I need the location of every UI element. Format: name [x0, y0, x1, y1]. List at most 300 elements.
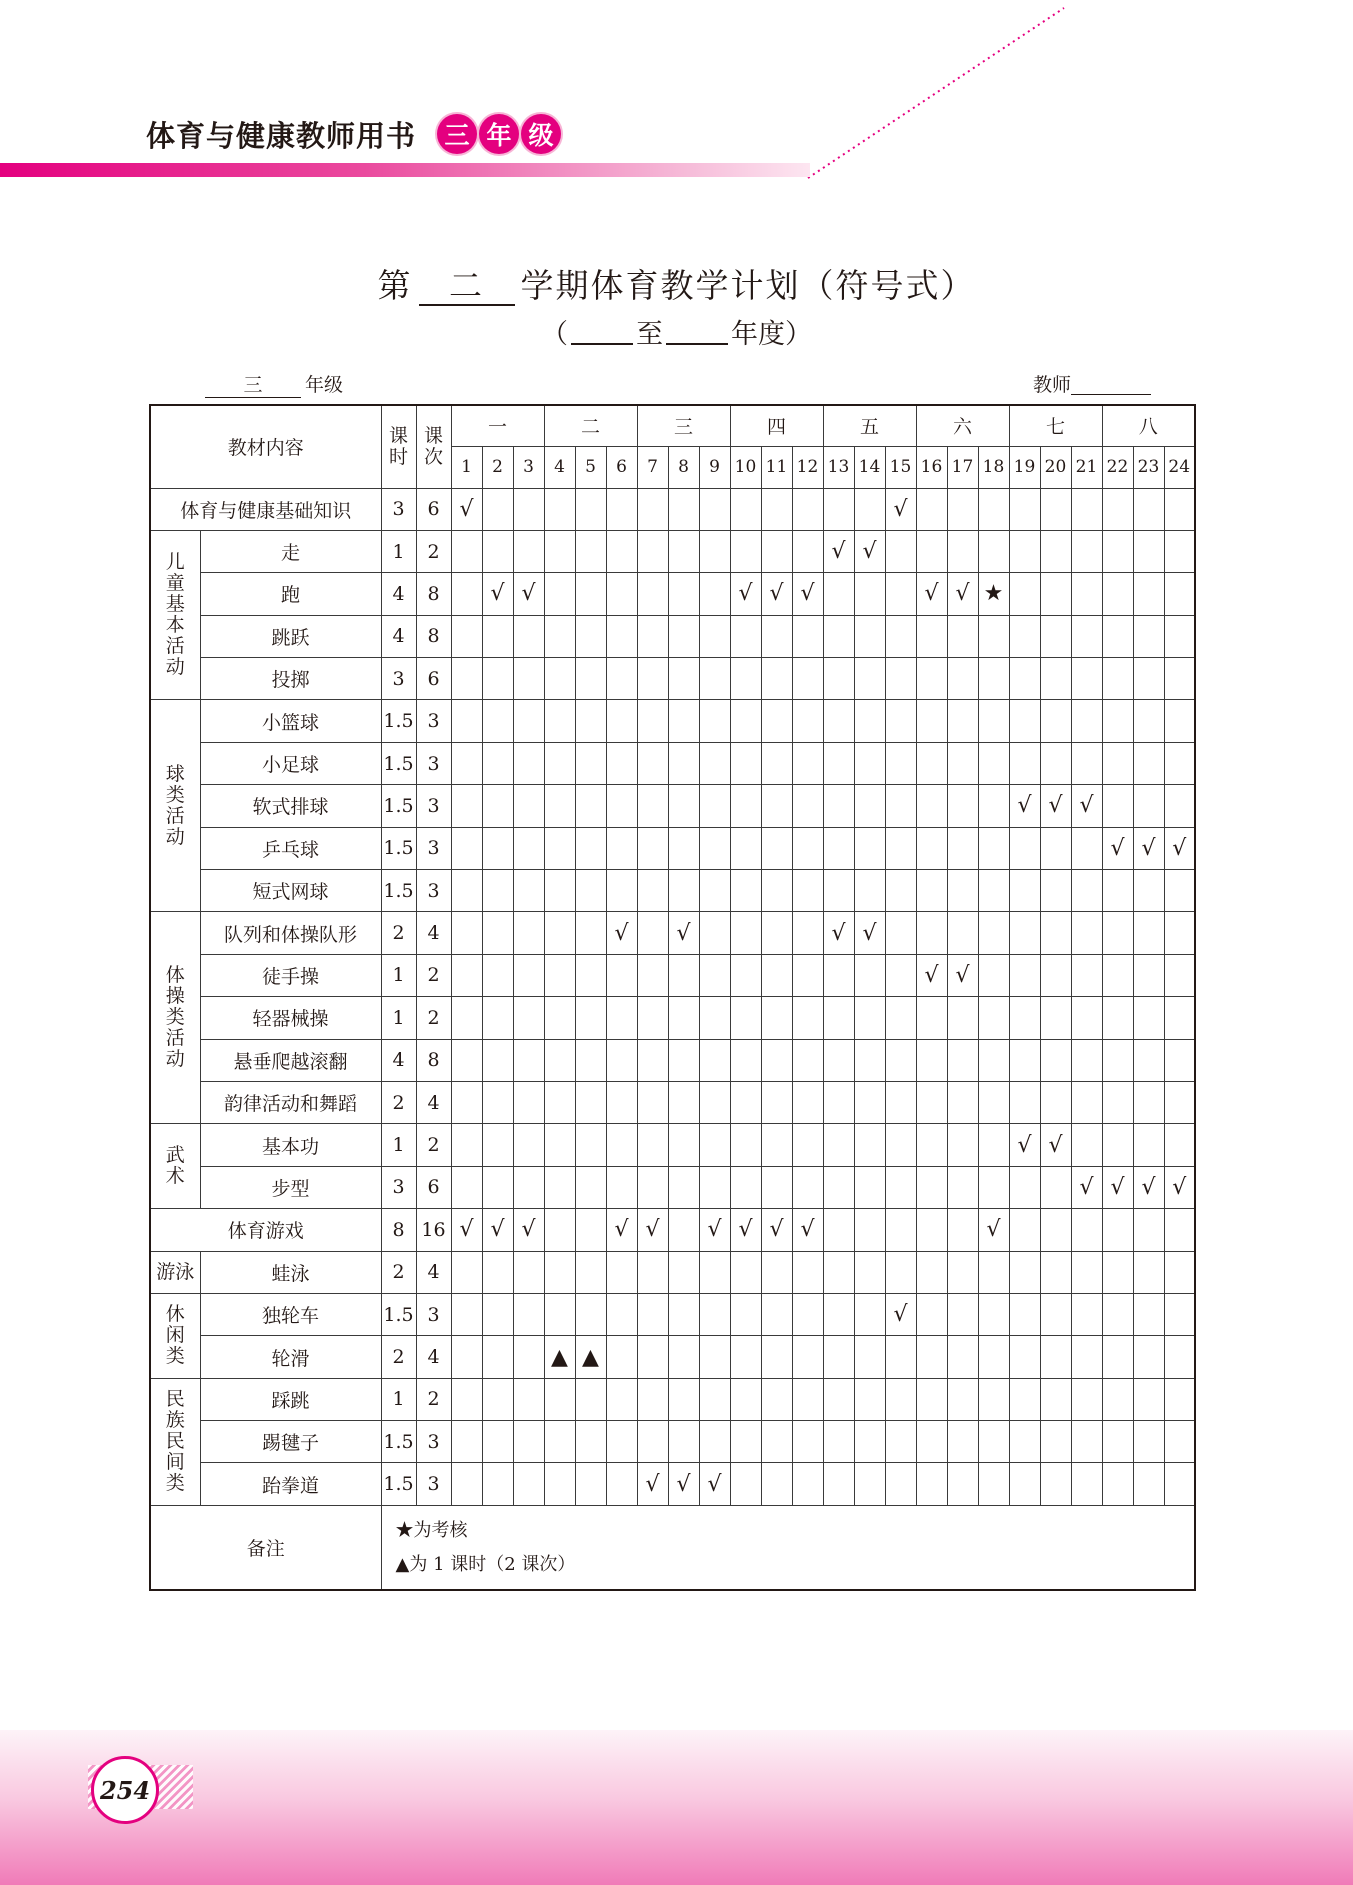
schedule-cell	[1009, 530, 1040, 572]
category-label	[150, 912, 200, 1124]
hours-value: 1	[381, 954, 416, 996]
schedule-cell	[637, 1251, 668, 1293]
schedule-cell	[854, 1166, 885, 1208]
category-char: 球	[165, 762, 185, 785]
lesson-count-value: 3	[416, 827, 451, 869]
schedule-cell	[916, 1293, 947, 1335]
category-char: 动	[165, 825, 185, 848]
schedule-cell	[668, 742, 699, 784]
schedule-cell	[854, 1421, 885, 1463]
header-row-weeks	[150, 405, 1195, 446]
schedule-cell	[730, 700, 761, 742]
schedule-cell: √	[1071, 785, 1102, 827]
schedule-cell: √	[792, 1209, 823, 1251]
schedule-cell	[1040, 997, 1071, 1039]
hours-value: 2	[381, 1081, 416, 1123]
schedule-cell	[761, 1081, 792, 1123]
schedule-cell	[916, 1039, 947, 1081]
schedule-cell	[637, 1081, 668, 1123]
schedule-cell	[1102, 1421, 1133, 1463]
schedule-cell	[1102, 1336, 1133, 1378]
schedule-cell	[916, 1209, 947, 1251]
schedule-cell	[823, 1166, 854, 1208]
schedule-cell	[451, 1421, 482, 1463]
schedule-cell: √	[947, 573, 978, 615]
schedule-cell	[823, 1293, 854, 1335]
hours-value: 1.5	[381, 700, 416, 742]
schedule-cell	[947, 827, 978, 869]
content-name: 轻器械操	[200, 997, 381, 1039]
schedule-cell	[699, 658, 730, 700]
category-char: 本	[165, 614, 185, 637]
category-char: 休	[165, 1303, 185, 1326]
schedule-cell	[885, 785, 916, 827]
schedule-cell	[761, 1336, 792, 1378]
hours-value: 1.5	[381, 827, 416, 869]
header-lesson-number: 2	[482, 446, 513, 488]
schedule-cell	[1009, 1463, 1040, 1505]
table-row	[150, 1251, 1195, 1293]
schedule-cell	[451, 615, 482, 657]
schedule-cell: √	[1133, 1166, 1164, 1208]
remarks-content	[381, 1505, 1195, 1590]
schedule-cell	[637, 1421, 668, 1463]
schedule-cell: √	[482, 1209, 513, 1251]
schedule-cell	[1071, 700, 1102, 742]
schedule-cell: √	[730, 573, 761, 615]
schedule-cell	[699, 997, 730, 1039]
schedule-cell	[575, 1293, 606, 1335]
schedule-cell	[1071, 870, 1102, 912]
schedule-cell	[978, 785, 1009, 827]
schedule-cell	[916, 997, 947, 1039]
schedule-cell	[451, 742, 482, 784]
schedule-cell	[668, 1209, 699, 1251]
schedule-cell	[1071, 1081, 1102, 1123]
schedule-cell	[699, 1124, 730, 1166]
schedule-cell	[451, 1124, 482, 1166]
lesson-count-value: 8	[416, 615, 451, 657]
schedule-cell	[482, 488, 513, 530]
header-lesson-number: 19	[1009, 446, 1040, 488]
schedule-cell	[575, 827, 606, 869]
schedule-cell	[513, 785, 544, 827]
schedule-cell	[885, 1251, 916, 1293]
schedule-cell	[482, 1081, 513, 1123]
table-row	[150, 615, 1195, 657]
schedule-cell	[699, 615, 730, 657]
grade-label: 年级	[305, 374, 344, 396]
schedule-cell	[1071, 1336, 1102, 1378]
title-prefix: 第	[377, 266, 413, 305]
schedule-cell	[1164, 742, 1195, 784]
schedule-cell: ★	[978, 573, 1009, 615]
schedule-cell	[575, 1421, 606, 1463]
header-lesson-number: 24	[1164, 446, 1195, 488]
page-number: 254	[91, 1756, 159, 1824]
schedule-cell	[792, 1336, 823, 1378]
schedule-cell	[606, 742, 637, 784]
schedule-cell	[1133, 573, 1164, 615]
schedule-cell	[1009, 488, 1040, 530]
schedule-cell	[1102, 742, 1133, 784]
schedule-cell	[513, 1378, 544, 1420]
remarks-label: 备注	[150, 1505, 381, 1590]
schedule-cell	[730, 1251, 761, 1293]
schedule-cell	[482, 827, 513, 869]
schedule-cell	[544, 785, 575, 827]
header-lesson-number: 5	[575, 446, 606, 488]
content-name: 基本功	[200, 1124, 381, 1166]
schedule-cell	[1133, 530, 1164, 572]
schedule-cell	[668, 1166, 699, 1208]
schedule-cell	[823, 1336, 854, 1378]
schedule-cell	[823, 1039, 854, 1081]
schedule-cell	[606, 1251, 637, 1293]
schedule-cell	[637, 488, 668, 530]
schedule-cell	[885, 700, 916, 742]
category-char: 族	[165, 1409, 185, 1432]
header-lesson-number: 18	[978, 446, 1009, 488]
category-char: 童	[165, 572, 185, 595]
footer-band	[0, 1730, 1353, 1885]
schedule-cell	[978, 1378, 1009, 1420]
schedule-cell	[1164, 997, 1195, 1039]
schedule-cell	[730, 827, 761, 869]
schedule-cell	[451, 954, 482, 996]
schedule-cell	[513, 1039, 544, 1081]
header-lesson-number: 14	[854, 446, 885, 488]
schedule-cell	[978, 1124, 1009, 1166]
schedule-cell	[1164, 1081, 1195, 1123]
table-row	[150, 1166, 1195, 1208]
schedule-cell	[916, 700, 947, 742]
schedule-cell	[1009, 827, 1040, 869]
subtitle-mid: 至	[636, 319, 663, 350]
schedule-cell: √	[947, 954, 978, 996]
schedule-cell	[575, 615, 606, 657]
schedule-cell	[854, 615, 885, 657]
category-label	[150, 700, 200, 912]
schedule-cell: √	[482, 573, 513, 615]
schedule-cell	[513, 1336, 544, 1378]
schedule-cell	[1133, 1081, 1164, 1123]
schedule-cell	[854, 700, 885, 742]
header-lessons-char: 次	[423, 445, 443, 468]
schedule-cell	[637, 1336, 668, 1378]
schedule-cell	[823, 573, 854, 615]
schedule-cell	[1071, 1251, 1102, 1293]
header-lesson-number: 3	[513, 446, 544, 488]
content-name: 体育与健康基础知识	[150, 488, 381, 530]
table-row	[150, 827, 1195, 869]
schedule-cell	[1009, 1166, 1040, 1208]
schedule-cell	[730, 615, 761, 657]
schedule-cell	[606, 954, 637, 996]
category-label	[150, 1251, 200, 1293]
header-week: 一	[451, 405, 544, 446]
content-name: 韵律活动和舞蹈	[200, 1081, 381, 1123]
category-char: 类	[165, 1006, 185, 1029]
schedule-cell	[823, 954, 854, 996]
schedule-cell	[451, 785, 482, 827]
hours-value: 1.5	[381, 1293, 416, 1335]
schedule-cell	[1071, 615, 1102, 657]
schedule-cell	[978, 870, 1009, 912]
schedule-cell: √	[885, 488, 916, 530]
schedule-cell	[606, 658, 637, 700]
schedule-cell	[792, 1293, 823, 1335]
schedule-cell	[1009, 997, 1040, 1039]
category-char: 游泳	[156, 1260, 195, 1283]
schedule-cell: √	[637, 1209, 668, 1251]
schedule-cell	[451, 1166, 482, 1208]
category-char: 活	[165, 635, 185, 658]
schedule-cell	[792, 700, 823, 742]
schedule-cell	[637, 1124, 668, 1166]
content-name: 徒手操	[200, 954, 381, 996]
schedule-cell	[451, 870, 482, 912]
schedule-cell	[1164, 1124, 1195, 1166]
schedule-cell	[451, 997, 482, 1039]
lesson-count-value: 4	[416, 1336, 451, 1378]
schedule-cell	[978, 1039, 1009, 1081]
content-name: 小篮球	[200, 700, 381, 742]
schedule-cell	[761, 1378, 792, 1420]
hours-value: 1	[381, 1124, 416, 1166]
teacher-blank	[1071, 374, 1151, 395]
schedule-cell	[978, 912, 1009, 954]
schedule-cell: √	[854, 530, 885, 572]
schedule-cell: √	[451, 488, 482, 530]
schedule-cell	[1040, 912, 1071, 954]
schedule-cell	[544, 573, 575, 615]
schedule-cell	[854, 1293, 885, 1335]
schedule-cell	[916, 530, 947, 572]
category-char: 术	[165, 1165, 185, 1188]
schedule-cell	[1164, 912, 1195, 954]
schedule-cell	[1133, 1124, 1164, 1166]
schedule-cell	[637, 827, 668, 869]
schedule-cell: √	[916, 573, 947, 615]
schedule-cell	[575, 742, 606, 784]
schedule-cell	[978, 1166, 1009, 1208]
schedule-cell	[544, 1166, 575, 1208]
schedule-cell	[606, 700, 637, 742]
schedule-cell	[482, 1463, 513, 1505]
schedule-cell	[947, 1166, 978, 1208]
schedule-cell	[482, 1039, 513, 1081]
remark-line: ▲为 1 课时（2 课次）	[395, 1553, 576, 1575]
table-row	[150, 1081, 1195, 1123]
schedule-cell	[916, 827, 947, 869]
schedule-cell	[1071, 912, 1102, 954]
schedule-cell	[575, 488, 606, 530]
schedule-cell	[947, 1081, 978, 1123]
schedule-cell	[978, 658, 1009, 700]
schedule-cell	[1040, 1251, 1071, 1293]
header-week: 七	[1009, 405, 1102, 446]
hours-value: 3	[381, 658, 416, 700]
schedule-cell	[1009, 870, 1040, 912]
schedule-cell	[1040, 658, 1071, 700]
schedule-cell: √	[606, 1209, 637, 1251]
schedule-cell	[1102, 658, 1133, 700]
schedule-cell	[544, 1251, 575, 1293]
header-week: 五	[823, 405, 916, 446]
schedule-cell	[730, 488, 761, 530]
schedule-cell	[792, 954, 823, 996]
schedule-cell	[792, 1421, 823, 1463]
category-char: 体	[165, 964, 185, 987]
schedule-cell	[606, 1081, 637, 1123]
hours-value: 1.5	[381, 870, 416, 912]
schedule-cell: ▲	[575, 1336, 606, 1378]
content-name: 步型	[200, 1166, 381, 1208]
schedule-cell	[1102, 912, 1133, 954]
schedule-cell	[854, 1209, 885, 1251]
schedule-cell	[1102, 1209, 1133, 1251]
schedule-cell	[792, 997, 823, 1039]
schedule-cell	[1040, 827, 1071, 869]
schedule-cell	[916, 1166, 947, 1208]
schedule-cell	[606, 827, 637, 869]
schedule-cell	[482, 615, 513, 657]
category-char: 操	[165, 985, 185, 1008]
schedule-cell	[854, 870, 885, 912]
schedule-cell	[544, 1463, 575, 1505]
schedule-cell	[637, 785, 668, 827]
schedule-cell: √	[668, 1463, 699, 1505]
schedule-cell	[575, 1081, 606, 1123]
content-name: 投掷	[200, 658, 381, 700]
schedule-cell	[1164, 1421, 1195, 1463]
schedule-cell	[885, 742, 916, 784]
schedule-cell	[854, 997, 885, 1039]
schedule-cell	[637, 615, 668, 657]
schedule-cell	[1009, 954, 1040, 996]
schedule-cell	[544, 1209, 575, 1251]
schedule-cell	[1040, 1293, 1071, 1335]
schedule-cell	[823, 827, 854, 869]
schedule-cell	[637, 1166, 668, 1208]
table-row	[150, 1421, 1195, 1463]
schedule-cell	[606, 1336, 637, 1378]
schedule-cell	[513, 1421, 544, 1463]
schedule-cell	[947, 997, 978, 1039]
schedule-cell	[1071, 1209, 1102, 1251]
header-lesson-number: 6	[606, 446, 637, 488]
lesson-count-value: 6	[416, 488, 451, 530]
schedule-cell	[1071, 488, 1102, 530]
schedule-cell	[482, 1251, 513, 1293]
grade-badges	[437, 114, 561, 154]
schedule-cell	[1102, 1081, 1133, 1123]
content-name: 踢毽子	[200, 1421, 381, 1463]
schedule-cell	[1040, 1166, 1071, 1208]
schedule-cell	[947, 1251, 978, 1293]
header-week: 二	[544, 405, 637, 446]
schedule-cell	[482, 530, 513, 572]
category-char: 动	[165, 656, 185, 679]
schedule-cell	[575, 1378, 606, 1420]
schedule-cell	[823, 488, 854, 530]
header-lesson-number: 17	[947, 446, 978, 488]
schedule-cell	[761, 1039, 792, 1081]
schedule-cell	[699, 573, 730, 615]
schedule-cell	[668, 658, 699, 700]
lesson-count-value: 6	[416, 1166, 451, 1208]
header-lesson-number: 16	[916, 446, 947, 488]
schedule-cell	[575, 658, 606, 700]
schedule-cell	[730, 1421, 761, 1463]
schedule-cell	[978, 1293, 1009, 1335]
schedule-cell	[916, 785, 947, 827]
schedule-cell	[823, 700, 854, 742]
schedule-cell	[544, 1421, 575, 1463]
schedule-cell	[451, 1081, 482, 1123]
schedule-cell	[978, 615, 1009, 657]
schedule-cell	[730, 870, 761, 912]
category-char: 间	[165, 1451, 185, 1474]
schedule-cell	[916, 488, 947, 530]
schedule-cell	[606, 1293, 637, 1335]
schedule-cell	[1102, 1293, 1133, 1335]
schedule-cell	[482, 785, 513, 827]
table-row	[150, 742, 1195, 784]
schedule-cell	[885, 1378, 916, 1420]
lesson-count-value: 6	[416, 658, 451, 700]
schedule-cell	[854, 1251, 885, 1293]
schedule-cell	[854, 1081, 885, 1123]
schedule-cell	[885, 1209, 916, 1251]
schedule-cell	[1102, 700, 1133, 742]
schedule-cell	[451, 1463, 482, 1505]
header-lesson-number: 10	[730, 446, 761, 488]
schedule-cell	[1102, 1039, 1133, 1081]
table-row	[150, 870, 1195, 912]
schedule-cell	[978, 1421, 1009, 1463]
schedule-cell	[668, 1293, 699, 1335]
content-name: 小足球	[200, 742, 381, 784]
schedule-cell	[668, 530, 699, 572]
schedule-cell	[1133, 658, 1164, 700]
schedule-cell	[1164, 700, 1195, 742]
schedule-cell	[699, 488, 730, 530]
schedule-cell	[668, 827, 699, 869]
schedule-cell	[606, 997, 637, 1039]
schedule-cell	[1009, 700, 1040, 742]
grade-badge: 年	[479, 114, 519, 154]
schedule-cell	[637, 742, 668, 784]
schedule-cell	[544, 530, 575, 572]
schedule-cell	[1009, 573, 1040, 615]
schedule-cell	[513, 1124, 544, 1166]
schedule-cell	[792, 827, 823, 869]
lesson-count-value: 4	[416, 1251, 451, 1293]
schedule-cell	[1009, 1209, 1040, 1251]
schedule-cell	[916, 615, 947, 657]
schedule-cell	[1102, 1124, 1133, 1166]
content-name: 跑	[200, 573, 381, 615]
schedule-cell	[823, 742, 854, 784]
schedule-cell	[575, 1166, 606, 1208]
schedule-cell	[513, 1081, 544, 1123]
remark-line: ★为考核	[395, 1519, 468, 1541]
schedule-cell	[482, 658, 513, 700]
schedule-cell	[885, 827, 916, 869]
schedule-cell	[1009, 1251, 1040, 1293]
